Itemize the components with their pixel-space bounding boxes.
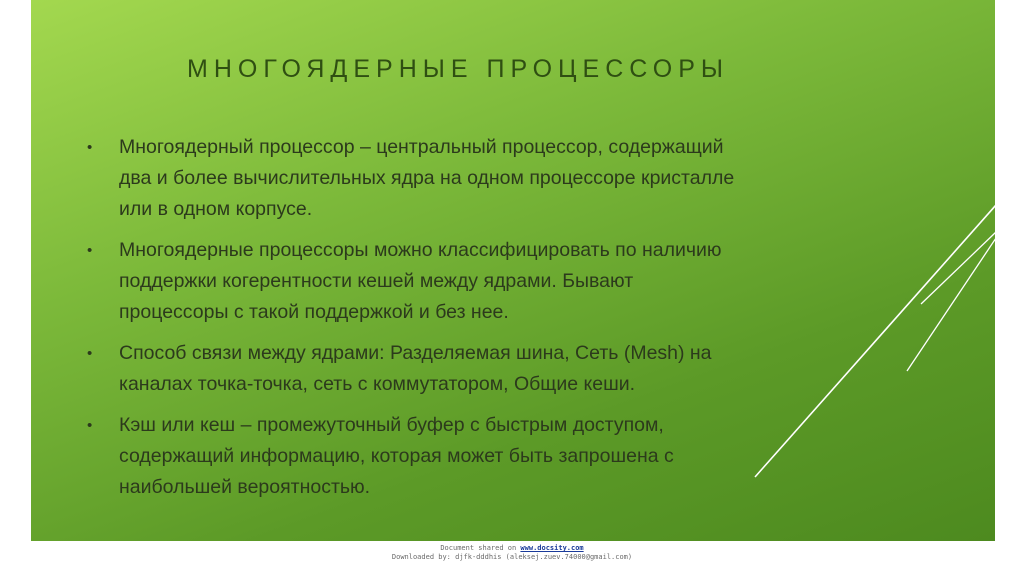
decorative-line (907, 238, 995, 371)
decorative-line (921, 232, 995, 304)
slide (31, 0, 995, 541)
bullet-text: Кэш или кеш – промежуточный буфер с быстрым доступом, содержащий информацию, которая может быть запрошена с наибольшей вероятностью. (119, 414, 674, 498)
bullet-icon: • (87, 417, 93, 434)
decorative-lines (31, 0, 995, 541)
bullet-icon: • (87, 345, 93, 362)
bullet-icon: • (87, 139, 93, 156)
slide-title: МНОГОЯДЕРНЫЕ ПРОЦЕССОРЫ (187, 55, 730, 83)
footer-shared-prefix: Document shared on (440, 544, 521, 552)
footer-downloaded: Downloaded by: djfk-dddhis (aleksej.zuev.74000@gmail.com) (391, 553, 633, 561)
docsity-link[interactable]: www.docsity.com (520, 544, 584, 552)
footer-shared (0, 544, 1024, 552)
decorative-line (755, 205, 995, 477)
bullet-text: Многоядерный процессор – центральный процессор, содержащий два и более вычислительных ядра на одном процессоре кристалле или в одном корпусе. (119, 136, 735, 220)
bullet-text: Многоядерные процессоры можно классифицировать по наличию поддержки когерентности кешей между ядрами. Бывают процессоры с такой поддержкой и без нее. (119, 239, 722, 323)
bullet-icon: • (87, 242, 93, 259)
bullet-text: Способ связи между ядрами: Разделяемая шина, Сеть (Mesh) на каналах точка-точка, сеть с коммутатором, Общие кеши. (119, 342, 712, 395)
